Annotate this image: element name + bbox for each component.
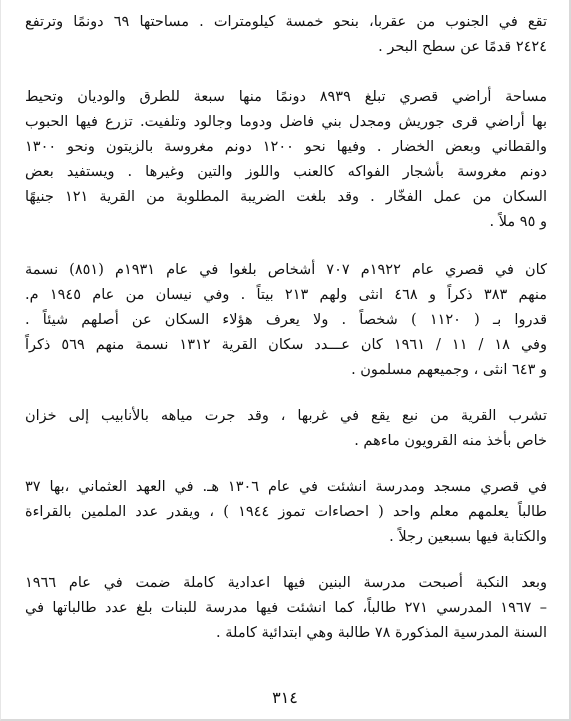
text-line: طالباً يعلمهم معلم واحد ( احصاءات تموز ١٩٤٤ ) ، ويقدر عدد الملمين بالقراءة [25,504,547,520]
text-line: كان في قصري عام ١٩٢٢م ٧٠٧ أشخاص بلغوا في عام ١٩٣١م (٨٥١) نسمة [25,262,548,278]
text-line: منهم ٣٨٣ ذكراً و ٤٦٨ انثى ولهم ٢١٣ بيتاً . وفي نيسان من عام ١٩٤٥ م. [25,287,548,303]
text-line: تشرب القرية من نبع يقع في غربها ، وقد جرت مياهه بالأنابيب إلى خزان [25,408,547,424]
page-body [25,10,547,646]
paragraph-location [25,10,547,60]
text-line: تقع في الجنوب من عقربا، بنحو خمسة كيلومترات . مساحتها ٦٩ دونمًا وترتفع [25,14,547,30]
text-line: والقطاني وبعض الخضار . وفيها نحو ١٢٠٠ دونم مغروسة بالزيتون ونحو ١٣٠٠ [25,139,547,155]
text-line: – ١٩٦٧ المدرسي ٢٧١ طالباً، كما انشئت فيها مدرسة للبنات بلغ عدد طالباتها في [25,600,547,616]
text-line: قدروا بـ ( ١١٢٠ ) شخصاً . ولا يعرف هؤلاء السكان عن أصلهم شيئاً . [25,312,548,328]
text-line: بها أراضي قرى جوريش ومجدل بني فاضل ودوما وجالود وتلفيت. تزرع فيها الحبوب [25,114,547,130]
text-line: ٢٤٢٤ قدمًا عن سطح البحر . [378,39,547,55]
paragraph-population [25,258,547,383]
paragraph-education [25,475,547,550]
paragraph-water [25,404,547,454]
text-line: خاص بأخذ منه القرويون ماءهم . [354,433,547,449]
text-line: دونم مغروسة بأشجار الفواكه كالعنب واللوز والتين وغيرها . ويستفيد بعض [25,164,547,180]
text-line: السنة المدرسية المذكورة ٧٨ طالبة وهي ابتدائية كاملة . [216,625,547,641]
text-line: وفي ١٨ / ١١ / ١٩٦١ كان عـــدد سكان القرية ١٣١٢ نسمة منهم ٥٦٩ ذكراً [25,337,547,353]
text-line: و ٦٤٣ انثى ، وجميعهم مسلمون . [351,362,547,378]
text-line: و ٩٥ ملاً . [489,214,547,230]
text-line: في قصري مسجد ومدرسة انشئت في عام ١٣٠٦ هـ. في العهد العثماني ،بها ٣٧ [25,479,548,495]
paragraph-land [25,85,547,235]
text-line: والكتابة فيها بسبعين رجلاً . [389,529,547,545]
paragraph-after-nakba [25,571,547,646]
text-line: السكان من عمل الفخّار . وقد بلغت الضريبة المطلوبة من القرية ١٢١ جنيهًا [25,189,547,205]
text-line: مساحة أراضي قصري تبلغ ٨٩٣٩ دونمًا منها سبعة للطرق والوديان وتحيط [25,89,547,105]
text-line: وبعد النكبة أصبحت مدرسة البنين فيها اعدادية كاملة ضمت في عام ١٩٦٦ [25,575,547,591]
page-number: ٣١٤ [272,688,298,707]
